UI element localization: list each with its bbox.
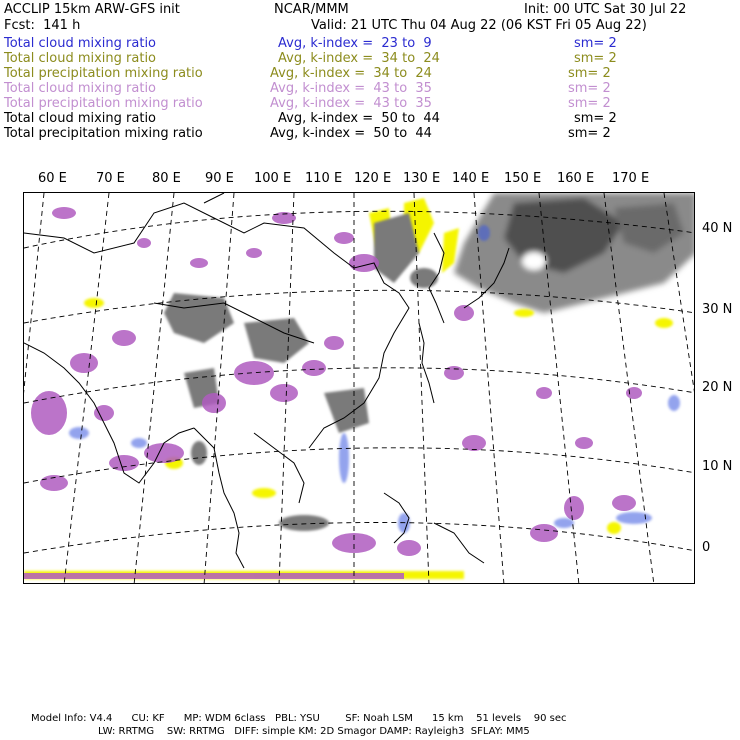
- forecast-hour: Fcst: 141 h: [4, 18, 81, 33]
- legend-avg: Avg, k-index = 43 to 35: [270, 81, 432, 96]
- legend-avg: Avg, k-index = 50 to 44: [278, 111, 440, 126]
- legend-sm: sm= 2: [568, 66, 611, 81]
- legend-avg: Avg, k-index = 23 to 9: [278, 36, 432, 51]
- legend-avg: Avg, k-index = 34 to 24: [270, 66, 432, 81]
- lon-label: 120 E: [354, 171, 392, 186]
- lat-label: 0: [702, 540, 711, 555]
- legend-field: Total precipitation mixing ratio: [4, 66, 203, 81]
- legend-sm: sm= 2: [574, 51, 617, 66]
- lat-label: 20 N: [702, 380, 733, 395]
- legend-field: Total cloud mixing ratio: [4, 111, 157, 126]
- legend-avg: Avg, k-index = 43 to 35: [270, 96, 432, 111]
- map-panel: [23, 192, 695, 584]
- lat-label: 30 N: [702, 302, 733, 317]
- lon-label: 90 E: [205, 171, 234, 186]
- legend-avg: Avg, k-index = 50 to 44: [270, 126, 432, 141]
- legend-field: Total cloud mixing ratio: [4, 36, 157, 51]
- legend-field: Total cloud mixing ratio: [4, 81, 157, 96]
- lon-label: 70 E: [96, 171, 125, 186]
- lat-label: 10 N: [702, 459, 733, 474]
- model-info-line2: LW: RRTMG SW: RRTMG DIFF: simple KM: 2D Smagor DAMP: Rayleigh3 SFLAY: MM5: [98, 726, 530, 737]
- lon-label: 140 E: [452, 171, 490, 186]
- lon-label: 170 E: [612, 171, 650, 186]
- init-time: Init: 00 UTC Sat 30 Jul 22: [524, 2, 687, 17]
- legend-sm: sm= 2: [574, 36, 617, 51]
- model-info-line1: Model Info: V4.4 CU: KF MP: WDM 6class PBL: YSU SF: Noah LSM 15 km 51 levels 90 sec: [31, 713, 567, 724]
- deep-cloud-field: [454, 193, 695, 313]
- lon-label: 100 E: [254, 171, 292, 186]
- lon-label: 160 E: [557, 171, 595, 186]
- legend-field: Total cloud mixing ratio: [4, 51, 157, 66]
- legend-sm: sm= 2: [568, 126, 611, 141]
- legend-sm: sm= 2: [568, 96, 611, 111]
- map-canvas: [24, 193, 695, 584]
- lat-label: 40 N: [702, 221, 733, 236]
- legend-avg: Avg, k-index = 34 to 24: [278, 51, 440, 66]
- org-label: NCAR/MMM: [274, 2, 349, 17]
- legend-sm: sm= 2: [574, 111, 617, 126]
- legend-sm: sm= 2: [568, 81, 611, 96]
- lon-label: 110 E: [305, 171, 343, 186]
- valid-time: Valid: 21 UTC Thu 04 Aug 22 (06 KST Fri 05 Aug 22): [311, 18, 647, 33]
- lon-label: 150 E: [504, 171, 542, 186]
- model-title: ACCLIP 15km ARW-GFS init: [4, 2, 180, 17]
- lon-label: 130 E: [403, 171, 441, 186]
- legend-field: Total precipitation mixing ratio: [4, 126, 203, 141]
- lon-label: 60 E: [38, 171, 67, 186]
- lon-label: 80 E: [152, 171, 181, 186]
- legend-field: Total precipitation mixing ratio: [4, 96, 203, 111]
